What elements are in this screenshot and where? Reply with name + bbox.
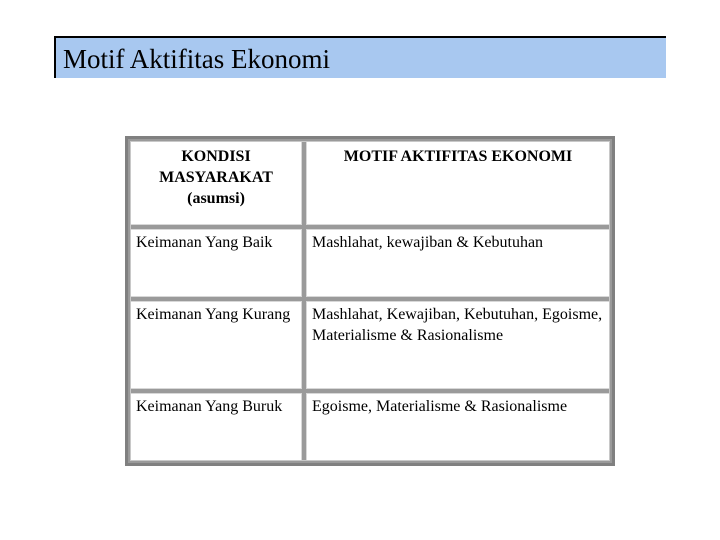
header-motif: MOTIF AKTIFITAS EKONOMI <box>304 139 612 227</box>
title-bar <box>54 36 666 78</box>
motif-cell: Egoisme, Materialisme & Rasionalisme <box>304 391 612 463</box>
table-row <box>128 391 612 463</box>
header-kondisi: KONDISI MASYARAKAT (asumsi) <box>128 139 304 227</box>
kondisi-cell: Keimanan Yang Baik <box>128 227 304 299</box>
motif-cell: Mashlahat, Kewajiban, Kebutuhan, Egoisme, Materialisme & Rasionalisme <box>304 299 612 391</box>
slide-title: Motif Aktifitas Ekonomi <box>63 44 330 74</box>
table-header-row <box>128 139 612 227</box>
kondisi-cell: Keimanan Yang Buruk <box>128 391 304 463</box>
motif-cell: Mashlahat, kewajiban & Kebutuhan <box>304 227 612 299</box>
table-row <box>128 227 612 299</box>
kondisi-cell: Keimanan Yang Kurang <box>128 299 304 391</box>
table-row <box>128 299 612 391</box>
motif-table <box>125 136 615 466</box>
